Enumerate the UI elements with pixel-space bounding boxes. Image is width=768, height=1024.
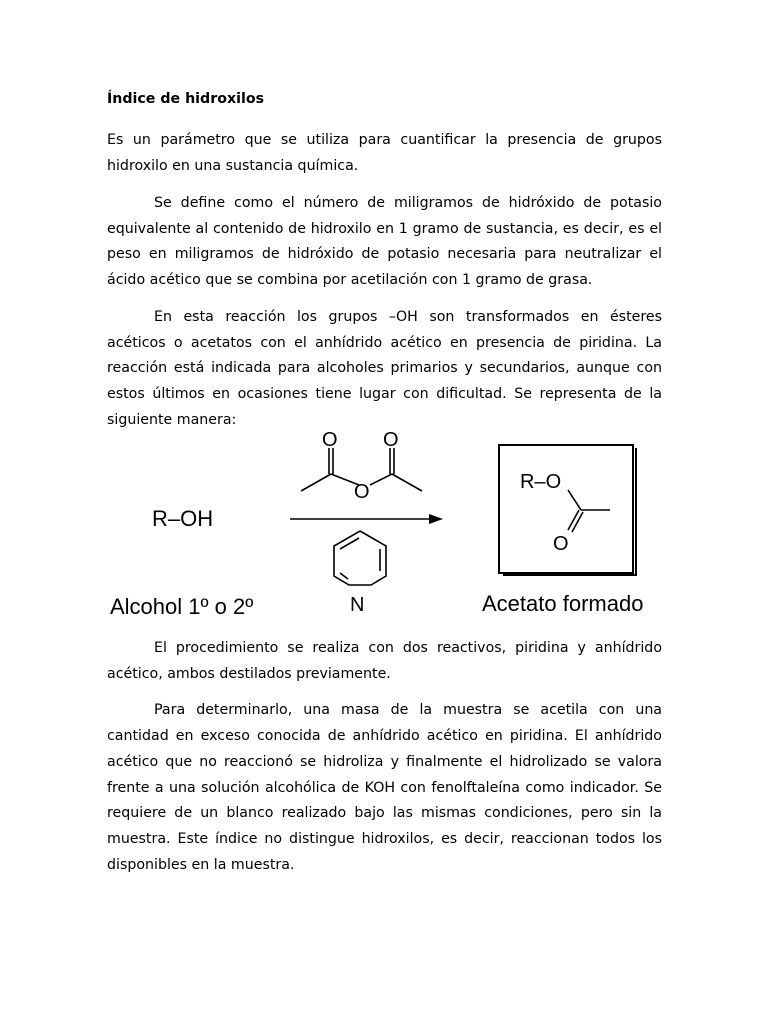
reaction-arrow <box>290 514 443 524</box>
document-heading: Índice de hidroxilos <box>107 91 265 107</box>
paragraph-procedure: El procedimiento se realiza con dos reactivos, piridina y anhídrido acético, ambos destilados previamente. <box>107 640 662 682</box>
anhydride-oxygen-2: O <box>383 429 399 451</box>
product-label: Acetato formado <box>482 591 644 616</box>
reactant-formula: R–OH <box>152 506 214 531</box>
product-carbonyl-oxygen: O <box>553 533 569 555</box>
paragraph-reaction-description: En esta reacción los grupos –OH son transformados en ésteres acéticos o acetatos con el anhídrido acético en presencia de piridina. La reacción está indicada para alcoholes primarios y secundarios, aunque con estos últimos en ocasiones tiene lugar con dificultad. Se representa de la siguiente manera: <box>107 308 662 428</box>
paragraph-determination: Para determinarlo, una masa de la muestra se acetila con una cantidad en exceso conocida de anhídrido acético en piridina. El anhídrido acético que no reaccionó se hidroliza y finalmente el hidrolizado se valora frente a una solución alcohólica de KOH con fenolftaleína como indicador. Se requiere de un blanco realizado bajo las mismas condiciones, pero sin la muestra. Este índice no distingue hidroxilos, es decir, reaccionan todos los disponibles en la muestra. <box>107 702 662 873</box>
anhydride-oxygen-1: O <box>322 429 338 451</box>
anhydride-bridge-oxygen: O <box>354 481 370 503</box>
paragraph-block-1 <box>107 128 662 190</box>
pyridine-structure <box>334 531 386 585</box>
paragraph-koh-definition: Se define como el número de miligramos de hidróxido de potasio equivalente al contenido de hidroxilo en 1 gramo de sustancia, es decir, es el peso en miligramos de hidróxido de potasio necesaria para neutralizar el ácido acético que se combina por acetilación con 1 gramo de grasa. <box>107 195 662 289</box>
reaction-scheme <box>100 418 670 628</box>
reactant-label: Alcohol 1º o 2º <box>110 594 254 619</box>
paragraph-block-3 <box>107 636 662 889</box>
paragraph-definition: Es un parámetro que se utiliza para cuantificar la presencia de grupos hidroxilo en una sustancia química. <box>107 132 662 174</box>
product-formula: R–O <box>520 471 562 493</box>
pyridine-nitrogen: N <box>350 594 365 616</box>
paragraph-block-2 <box>107 191 662 444</box>
